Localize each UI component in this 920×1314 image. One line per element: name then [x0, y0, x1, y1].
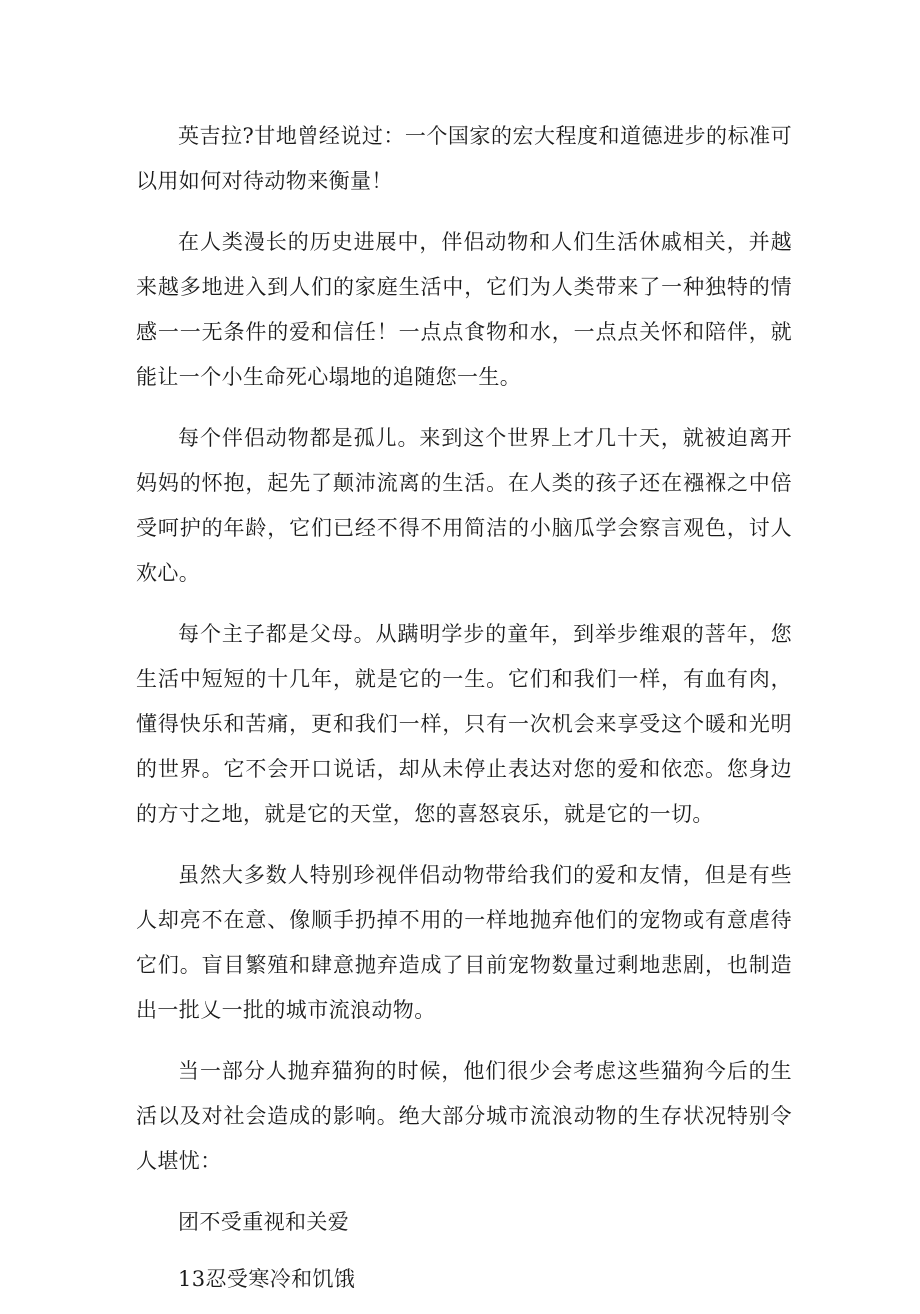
paragraph-orphans: 每个伴侣动物都是孤儿。来到这个世界上才几十天，就被迫离开妈妈的怀抱，起先了颠沛流离的生活。在人类的孩子还在襁褓之中倍受呵护的年龄，它们已经不得不用简洁的小脑瓜学会察言观色，讨人欢心。 [136, 426, 792, 585]
paragraph-gandhi-quote: 英吉拉?甘地曾经说过：一个国家的宏大程度和道德进步的标准可以用如何对待动物来衡量！ [136, 124, 792, 193]
list-item-neglect: 团不受重视和关爱 [178, 1210, 350, 1234]
paragraph-companion-history: 在人类漫长的历史进展中，伴侣动物和人们生活休戚相关，并越来越多地进入到人们的家庭生活中，它们为人类带来了一种独特的情感一一无条件的爱和信任！一点点食物和水，一点点关怀和陪伴，就能让一个小生命死心塌地的追随您一生。 [136, 230, 792, 389]
paragraph-consequences: 当一部分人抛弃猫狗的时候，他们很少会考虑这些猫狗今后的生活以及对社会造成的影响。绝大部分城市流浪动物的生存状况特别令人堪忧： [136, 1059, 792, 1173]
list-item-cold-hunger: 13忍受寒冷和饥饿 [178, 1267, 356, 1291]
paragraph-abandonment: 虽然大多数人特别珍视伴侣动物带给我们的爱和友情，但是有些人却亮不在意、像顺手扔掉不用的一样地抛弃他们的宠物或有意虐待它们。盲目繁殖和肆意抛弃造成了目前宠物数量过剩地悲剧，也制造出一批乂一批的城市流浪动物。 [136, 863, 792, 1022]
paragraph-owners-parents: 每个主子都是父母。从蹒明学步的童年，到举步维艰的菩年，您生活中短短的十几年，就是它的一生。它们和我们一样，有血有肉，懂得快乐和苦痛，更和我们一样，只有一次机会来享受这个暖和光明的世界。它不会开口说话，却从未停止表达对您的爱和依恋。您身边的方寸之地，就是它的天堂，您的喜怒哀乐，就是它的一切。 [136, 622, 792, 826]
document-body [136, 114, 792, 1314]
